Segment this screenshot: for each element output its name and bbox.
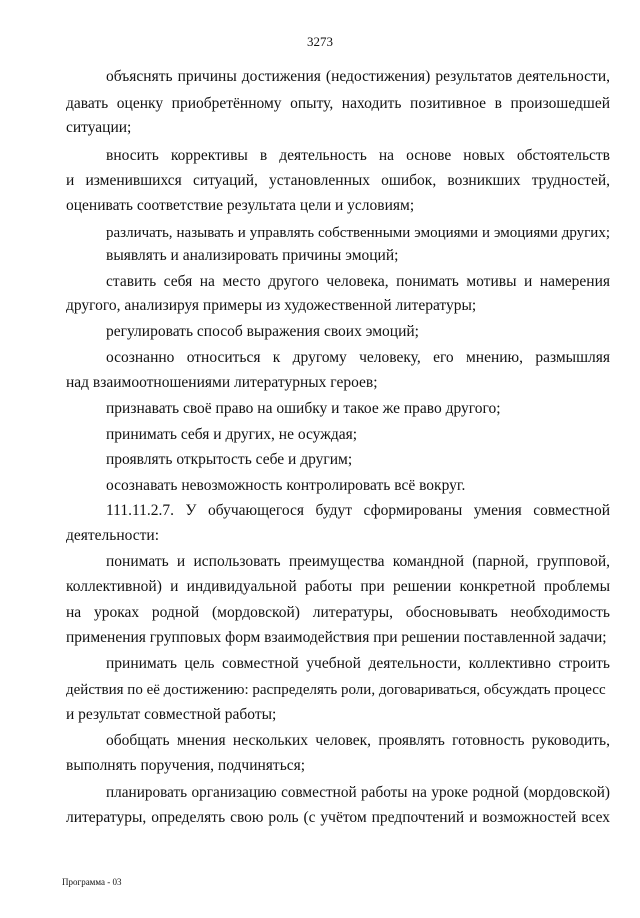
- text-line: деятельности:: [66, 527, 160, 544]
- text-line: и изменившихся ситуаций, установленных ошибок, возникших трудностей,: [66, 172, 610, 189]
- text-line: коллективной) и индивидуальной работы при решении конкретной проблемы: [66, 578, 610, 595]
- text-line: ситуации;: [66, 119, 132, 136]
- text-line: различать, называть и управлять собственными эмоциями и эмоциями других;: [106, 225, 610, 241]
- text-line: объяснять причины достижения (недостижения) результатов деятельности,: [106, 68, 610, 85]
- text-line: осознавать невозможность контролировать всё вокруг.: [106, 477, 466, 494]
- text-line: вносить коррективы в деятельность на основе новых обстоятельств: [106, 147, 610, 164]
- text-line: применения групповых форм взаимодействия при решении поставленной задачи;: [66, 629, 607, 646]
- text-line: принимать себя и других, не осуждая;: [106, 426, 358, 443]
- text-line: планировать организацию совместной работы на уроке родной (мордовской): [106, 784, 610, 801]
- text-line: выявлять и анализировать причины эмоций;: [106, 247, 399, 264]
- text-line: выполнять поручения, подчиняться;: [66, 757, 306, 774]
- text-line: обобщать мнения нескольких человек, проявлять готовность руководить,: [106, 732, 610, 749]
- text-line: действия по её достижению: распределять роли, договариваться, обсуждать процесс: [66, 682, 606, 698]
- text-line: регулировать способ выражения своих эмоций;: [106, 323, 419, 340]
- text-line: признавать своё право на ошибку и такое же право другого;: [106, 400, 501, 417]
- text-line: давать оценку приобретённому опыту, находить позитивное в произошедшей: [66, 95, 610, 112]
- text-line: принимать цель совместной учебной деятельности, коллективно строить: [106, 655, 610, 672]
- page-number: 3273: [307, 34, 333, 49]
- footer-label: Программа - 03: [62, 877, 122, 887]
- section-heading: 111.11.2.7. У обучающегося будут сформированы умения совместной: [106, 502, 610, 519]
- text-line: проявлять открытость себе и другим;: [106, 451, 353, 468]
- text-line: другого, анализируя примеры из художественной литературы;: [66, 297, 477, 314]
- text-line: над взаимоотношениями литературных героев;: [66, 374, 378, 391]
- text-line: понимать и использовать преимущества командной (парной, групповой,: [106, 553, 610, 570]
- text-line: ставить себя на место другого человека, понимать мотивы и намерения: [106, 273, 610, 290]
- text-line: литературы, определять свою роль (с учётом предпочтений и возможностей всех: [66, 809, 610, 826]
- text-line: оценивать соответствие результата цели и условиям;: [66, 197, 415, 214]
- text-line: на уроках родной (мордовской) литературы, обосновывать необходимость: [66, 604, 610, 621]
- text-line: и результат совместной работы;: [66, 706, 277, 723]
- text-line: осознанно относиться к другому человеку, его мнению, размышляя: [106, 349, 610, 366]
